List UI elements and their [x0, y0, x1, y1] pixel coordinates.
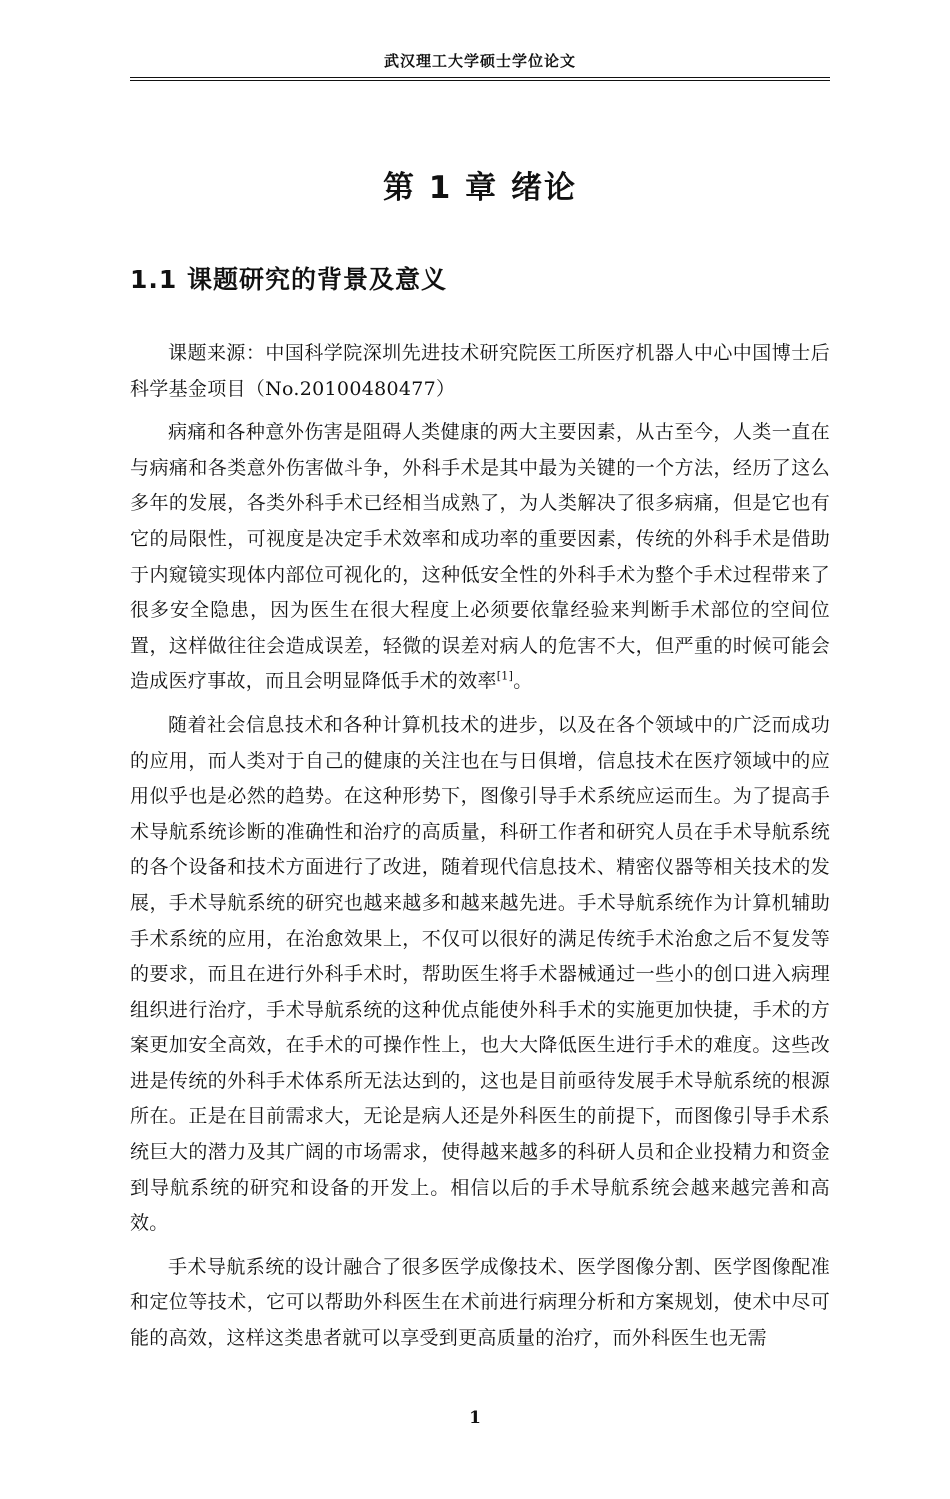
paragraph-background-text: 病痛和各种意外伤害是阻碍人类健康的两大主要因素，从古至今，人类一直在与病痛和各类意外伤害做斗争，外科手术是其中最为关键的一个方法，经历了这么多年的发展，各类外科手术已经相当成熟了，为人类解决了很多病痛，但是它也有它的局限性，可视度是决定手术效率和成功率的重要因素，传统的外科手术是借助于内窥镜实现体内部位可视化的，这种低安全性的外科手术为整个手术过程带来了很多安全隐患，因为医生在很大程度上必须要依靠经验来判断手术部位的空间位置，这样做往往会造成误差，轻微的误差对病人的危害不大，但严重的时候可能会造成医疗事故，而且会明显降低手术的效率	[130, 421, 830, 693]
paragraph-background	[130, 415, 830, 700]
citation-punct: 。	[513, 670, 533, 693]
page-number: 1	[469, 1408, 481, 1428]
header-rule	[130, 77, 830, 81]
running-header: 武汉理工大学硕士学位论文	[383, 52, 576, 70]
body-text	[130, 336, 830, 1365]
paragraph-navigation: 手术导航系统的设计融合了很多医学成像技术、医学图像分割、医学图像配准和定位等技术，它可以帮助外科医生在术前进行病理分析和方案规划，使术中尽可能的高效，这样这类患者就可以享受到更高质量的治疗，而外科医生也无需	[130, 1255, 830, 1350]
paragraph-development: 随着社会信息技术和各种计算机技术的进步，以及在各个领域中的广泛而成功的应用，而人类对于自己的健康的关注也在与日俱增，信息技术在医疗领域中的应用似乎也是必然的趋势。在这种形势下，图像引导手术系统应运而生。为了提高手术导航系统诊断的准确性和治疗的高质量，科研工作者和研究人员在手术导航系统的各个设备和技术方面进行了改进，随着现代信息技术、精密仪器等相关技术的发展，手术导航系统的研究也越来越多和越来越先进。手术导航系统作为计算机辅助手术系统的应用，在治愈效果上，不仅可以很好的满足传统手术治愈之后不复发等的要求，而且在进行外科手术时，帮助医生将手术器械通过一些小的创口进入病理组织进行治疗，手术导航系统的这种优点能使外科手术的实施更加快捷，手术的方案更加安全高效，在手术的可操作性上，也大大降低医生进行手术的难度。这些改进是传统的外科手术体系所无法达到的，这也是目前亟待发展手术导航系统的根源所在。正是在目前需求大，无论是病人还是外科医生的前提下，而图像引导手术系统巨大的潜力及其广阔的市场需求，使得越来越多的科研人员和企业投精力和资金到导航系统的研究和设备的开发上。相信以后的手术导航系统会越来越完善和高效。	[130, 713, 830, 1235]
chapter-title: 第 1 章 绪论	[383, 170, 577, 206]
paragraph-source: 课题来源：中国科学院深圳先进技术研究院医工所医疗机器人中心中国博士后科学基金项目（No.20100480477）	[130, 342, 830, 400]
citation-ref[interactable]: [1]	[496, 670, 514, 684]
section-title: 1.1 课题研究的背景及意义	[130, 265, 447, 294]
